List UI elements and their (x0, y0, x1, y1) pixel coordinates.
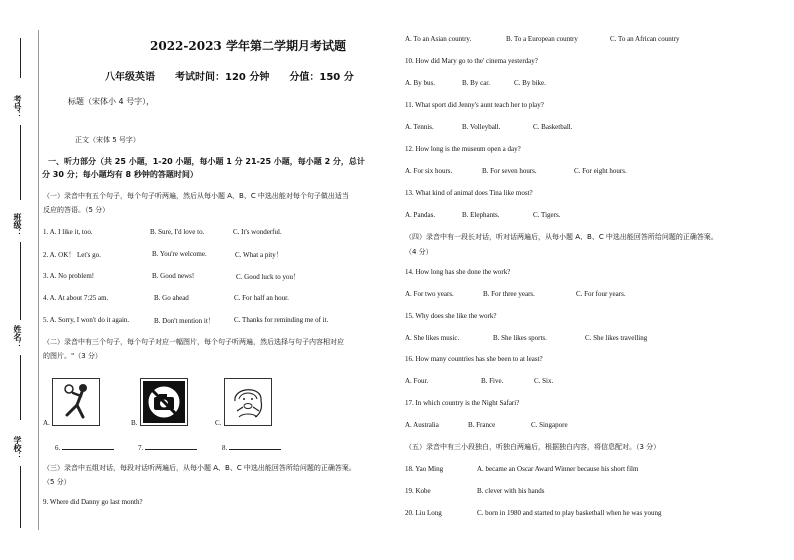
q5-option-a: 5. A. Sorry, I won't do it again. (43, 316, 130, 324)
q10-question: 10. How did Mary go to the' cinema yesterday? (405, 57, 538, 65)
q3-option-b: B. Good news! (152, 272, 195, 280)
q11-option-b: B. Volleyball. (462, 123, 501, 131)
exam-title: 2022-2023 学年第二学期月考试题 (150, 39, 346, 53)
q12-question: 12. How long is the museum open a day? (405, 145, 521, 153)
q4-option-a: 4. A. At about 7:25 am. (43, 294, 109, 302)
q14-option-c: C. For four years. (576, 290, 626, 298)
blank-8-line[interactable] (229, 441, 281, 450)
q20-person: 20. Liu Long (405, 509, 442, 517)
margin-line-3 (20, 242, 21, 320)
part3-instruction: （三）录音中五组对话，每段对话听两遍后，从每小题 A、B、C 中选出能回答所给问题的正确答案。 (43, 464, 356, 472)
q13-option-b: B. Elephants. (462, 211, 500, 219)
body-style-note: 正文（宋体 5 号字） (75, 136, 140, 144)
q18-match: A. became an Oscar Award Winner because his short film (477, 465, 639, 473)
exam-subtitle: 八年级英语 考试时间：120 分钟 分值：150 分 (105, 72, 354, 83)
woman-eating-icon (225, 379, 271, 425)
blank-6-number: 6. (55, 444, 61, 452)
q16-option-a: A. Four. (405, 377, 429, 385)
section1-heading-cont: 分 30 分；每小题均有 8 秒钟的答题时间） (42, 170, 198, 179)
blank-7-number: 7. (138, 444, 144, 452)
name-label: 姓名： (13, 325, 22, 349)
picture-b (140, 378, 188, 426)
q19-person: 19. Kobe (405, 487, 431, 495)
margin-line-2 (20, 125, 21, 200)
q15-question: 15. Why does she like the work? (405, 312, 497, 320)
q11-option-c: C. Basketball. (533, 123, 573, 131)
no-camera-icon (141, 379, 187, 425)
q15-option-c: C. She likes travelling (585, 334, 648, 342)
blank-8-number: 8. (222, 444, 228, 452)
q2-option-b: B. You're welcome. (152, 250, 207, 258)
q16-option-b: B. Five. (481, 377, 504, 385)
volleyball-player-icon (53, 379, 99, 425)
q3-option-c: C. Good luck to you！ (236, 273, 300, 281)
part2-instruction-cont: 的图片。"（3 分） (43, 352, 102, 360)
q15-option-a: A. She likes music. (405, 334, 460, 342)
q12-option-a: A. For six hours. (405, 167, 453, 175)
q15-option-b: B. She likes sports. (493, 334, 547, 342)
part5-instruction: （五）录音中有三小段独白，听独白两遍后，根据独白内容，将信息配对。（3 分） (405, 443, 661, 451)
q18-person: 18. Yao Ming (405, 465, 444, 473)
part1-instruction-cont: 反应的答语。（5 分） (43, 206, 110, 214)
blank-6-line[interactable] (62, 441, 114, 450)
part2-instruction: （二）录音中有三个句子，每个句子对应一幅图片，每个句子听两遍，然后选择与句子内容相对应 (43, 338, 344, 346)
q12-option-b: B. For seven hours. (482, 167, 537, 175)
picture-c-label: C. (215, 419, 222, 427)
binding-divider (38, 30, 39, 530)
q14-question: 14. How long has she done the work? (405, 268, 511, 276)
q14-option-b: B. For three years. (483, 290, 535, 298)
q10-option-b: B. By car. (462, 79, 490, 87)
margin-line-4 (20, 355, 21, 420)
blank-7-line[interactable] (145, 441, 197, 450)
part4-instruction: （四）录音中有一段长对话，听对话两遍后，从每小题 A、B、C 中选出能回答所给问题的正确答案。 (405, 233, 718, 241)
exam-number-label: 考号： (13, 95, 22, 119)
q14-option-a: A. For two years. (405, 290, 454, 298)
q16-question: 16. How many countries has she been to at least? (405, 355, 543, 363)
q13-option-a: A. Pandas. (405, 211, 436, 219)
q9-option-b: B. To a European country (506, 35, 578, 43)
title-style-note: 标题（宋体小 4 号字）， (68, 97, 155, 106)
q13-option-c: C. Tigers. (533, 211, 561, 219)
part3-instruction-cont: （5 分） (43, 478, 71, 486)
q11-question: 11. What sport did Jenny's aunt teach her to play? (405, 101, 544, 109)
q3-option-a: 3. A. No problem! (43, 272, 95, 280)
q5-option-c: C. Thanks for reminding me of it. (234, 316, 329, 324)
margin-line-1 (20, 38, 21, 78)
q17-option-b: B. France (468, 421, 496, 429)
q4-option-b: B. Go ahead (154, 294, 189, 302)
q17-option-c: C. Singapore (531, 421, 568, 429)
q2-option-c: C. What a pity！ (235, 251, 283, 259)
q10-option-c: C. By bike. (514, 79, 546, 87)
picture-a-label: A. (43, 419, 50, 427)
q1-option-a: 1. A. I like it, too. (43, 228, 93, 236)
part1-instruction: （一）录音中有五个句子，每个句子听两遍，然后从每小题 A、B、C 中选出能对每个句子做出适当 (43, 192, 349, 200)
q9-question: 9. Where did Danny go last month? (43, 498, 143, 506)
picture-c (224, 378, 272, 426)
q17-question: 17. In which country is the Night Safari? (405, 399, 520, 407)
q1-option-c: C. It's wonderful. (233, 228, 282, 236)
picture-b-label: B. (131, 419, 138, 427)
margin-line-5 (20, 466, 21, 528)
q12-option-c: C. For eight hours. (574, 167, 627, 175)
q2-option-a: 2. A. OK！ Let's go. (43, 251, 101, 259)
q5-option-b: B. Don't mention it！ (154, 317, 215, 325)
q20-match: C. born in 1980 and started to play basketball when he was young (477, 509, 662, 517)
picture-a (52, 378, 100, 426)
answer-blank-6 (55, 441, 114, 452)
q4-option-c: C. For half an hour. (234, 294, 289, 302)
answer-blank-7 (138, 441, 197, 452)
q11-option-a: A. Tennis. (405, 123, 434, 131)
q16-option-c: C. Six. (534, 377, 554, 385)
school-label: 学校： (13, 436, 22, 460)
part4-instruction-cont: （4 分） (405, 248, 433, 256)
section1-heading: 一、听力部分（共 25 小题，1-20 小题，每小题 1 分 21-25 小题，每小题 2 分，总计 (48, 157, 365, 166)
class-label: 班级： (13, 213, 22, 237)
answer-blank-8 (222, 441, 281, 452)
q19-match: B. clever with his hands (477, 487, 545, 495)
q9-option-c: C. To an African country (610, 35, 680, 43)
q9-option-a: A. To an Asian country. (405, 35, 472, 43)
q17-option-a: A. Australia (405, 421, 439, 429)
q13-question: 13. What kind of animal does Tina like most? (405, 189, 533, 197)
q1-option-b: B. Sure, I'd love to. (150, 228, 205, 236)
q10-option-a: A. By bus. (405, 79, 435, 87)
